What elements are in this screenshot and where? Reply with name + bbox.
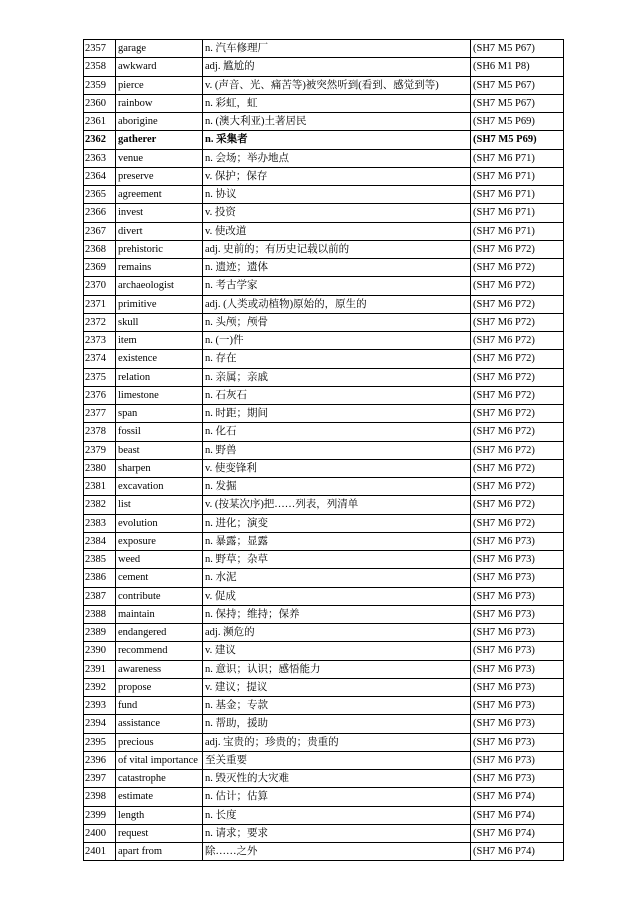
entry-number: 2385 (84, 551, 116, 569)
entry-number: 2368 (84, 240, 116, 258)
english-word: pierce (116, 76, 203, 94)
textbook-source: (SH7 M6 P73) (471, 532, 564, 550)
english-word: sharpen (116, 459, 203, 477)
english-word: venue (116, 149, 203, 167)
textbook-source: (SH7 M6 P74) (471, 824, 564, 842)
english-word: relation (116, 368, 203, 386)
english-word: skull (116, 313, 203, 331)
chinese-definition: n. 野草；杂草 (203, 551, 471, 569)
table-row (84, 240, 564, 258)
textbook-source: (SH7 M5 P67) (471, 94, 564, 112)
english-word: endangered (116, 624, 203, 642)
chinese-definition: n. 估计；估算 (203, 788, 471, 806)
textbook-source: (SH7 M6 P72) (471, 478, 564, 496)
english-word: weed (116, 551, 203, 569)
textbook-source: (SH7 M6 P73) (471, 642, 564, 660)
chinese-definition: adj. (人类或动植物)原始的，原生的 (203, 295, 471, 313)
table-row (84, 167, 564, 185)
chinese-definition: n. 石灰石 (203, 386, 471, 404)
entry-number: 2394 (84, 715, 116, 733)
table-row (84, 806, 564, 824)
table-row (84, 587, 564, 605)
textbook-source: (SH7 M6 P73) (471, 751, 564, 769)
textbook-source: (SH7 M6 P72) (471, 459, 564, 477)
chinese-definition: 除……之外 (203, 843, 471, 861)
entry-number: 2395 (84, 733, 116, 751)
textbook-source: (SH7 M6 P73) (471, 697, 564, 715)
english-word: limestone (116, 386, 203, 404)
textbook-source: (SH7 M6 P73) (471, 605, 564, 623)
english-word: beast (116, 441, 203, 459)
english-word: gatherer (116, 131, 203, 149)
entry-number: 2373 (84, 332, 116, 350)
entry-number: 2390 (84, 642, 116, 660)
textbook-source: (SH6 M1 P8) (471, 58, 564, 76)
textbook-source: (SH7 M5 P67) (471, 76, 564, 94)
table-row (84, 368, 564, 386)
textbook-source: (SH7 M6 P74) (471, 788, 564, 806)
textbook-source: (SH7 M6 P73) (471, 678, 564, 696)
table-row (84, 259, 564, 277)
entry-number: 2391 (84, 660, 116, 678)
entry-number: 2360 (84, 94, 116, 112)
chinese-definition: v. (声音、光、痛苦等)被突然听到(看到、感觉到等) (203, 76, 471, 94)
entry-number: 2362 (84, 131, 116, 149)
table-row (84, 715, 564, 733)
table-row (84, 441, 564, 459)
textbook-source: (SH7 M6 P72) (471, 259, 564, 277)
table-row (84, 40, 564, 58)
entry-number: 2359 (84, 76, 116, 94)
table-row (84, 332, 564, 350)
chinese-definition: n. 请求；要求 (203, 824, 471, 842)
table-row (84, 551, 564, 569)
vocabulary-table-body (84, 40, 564, 861)
english-word: catastrophe (116, 770, 203, 788)
english-word: evolution (116, 514, 203, 532)
entry-number: 2399 (84, 806, 116, 824)
textbook-source: (SH7 M6 P72) (471, 368, 564, 386)
table-row (84, 605, 564, 623)
table-row (84, 843, 564, 861)
table-row (84, 131, 564, 149)
chinese-definition: n. 毁灭性的大灾难 (203, 770, 471, 788)
chinese-definition: n. 存在 (203, 350, 471, 368)
chinese-definition: v. 促成 (203, 587, 471, 605)
english-word: estimate (116, 788, 203, 806)
english-word: fund (116, 697, 203, 715)
entry-number: 2367 (84, 222, 116, 240)
textbook-source: (SH7 M6 P71) (471, 204, 564, 222)
chinese-definition: adj. 尴尬的 (203, 58, 471, 76)
textbook-source: (SH7 M6 P73) (471, 660, 564, 678)
entry-number: 2365 (84, 186, 116, 204)
table-row (84, 751, 564, 769)
english-word: item (116, 332, 203, 350)
english-word: fossil (116, 423, 203, 441)
entry-number: 2378 (84, 423, 116, 441)
chinese-definition: n. 亲属；亲戚 (203, 368, 471, 386)
chinese-definition: n. 帮助，援助 (203, 715, 471, 733)
entry-number: 2371 (84, 295, 116, 313)
chinese-definition: v. 投资 (203, 204, 471, 222)
entry-number: 2379 (84, 441, 116, 459)
entry-number: 2389 (84, 624, 116, 642)
textbook-source: (SH7 M6 P72) (471, 405, 564, 423)
english-word: preserve (116, 167, 203, 185)
entry-number: 2396 (84, 751, 116, 769)
chinese-definition: n. 发掘 (203, 478, 471, 496)
table-row (84, 113, 564, 131)
textbook-source: (SH7 M6 P73) (471, 624, 564, 642)
english-word: invest (116, 204, 203, 222)
textbook-source: (SH7 M6 P72) (471, 496, 564, 514)
textbook-source: (SH7 M6 P72) (471, 441, 564, 459)
table-row (84, 295, 564, 313)
entry-number: 2401 (84, 843, 116, 861)
entry-number: 2366 (84, 204, 116, 222)
entry-number: 2382 (84, 496, 116, 514)
chinese-definition: v. (按某次序)把……列表，列清单 (203, 496, 471, 514)
textbook-source: (SH7 M6 P72) (471, 277, 564, 295)
table-row (84, 514, 564, 532)
english-word: cement (116, 569, 203, 587)
textbook-source: (SH7 M6 P72) (471, 295, 564, 313)
table-row (84, 222, 564, 240)
english-word: length (116, 806, 203, 824)
textbook-source: (SH7 M6 P74) (471, 843, 564, 861)
english-word: exposure (116, 532, 203, 550)
table-row (84, 697, 564, 715)
english-word: apart from (116, 843, 203, 861)
chinese-definition: v. 建议；提议 (203, 678, 471, 696)
english-word: divert (116, 222, 203, 240)
entry-number: 2357 (84, 40, 116, 58)
chinese-definition: n. 遗迹；遗体 (203, 259, 471, 277)
textbook-source: (SH7 M6 P71) (471, 167, 564, 185)
entry-number: 2380 (84, 459, 116, 477)
textbook-source: (SH7 M6 P73) (471, 770, 564, 788)
entry-number: 2361 (84, 113, 116, 131)
textbook-source: (SH7 M6 P74) (471, 806, 564, 824)
table-row (84, 204, 564, 222)
chinese-definition: n. 汽车修理厂 (203, 40, 471, 58)
chinese-definition: n. 彩虹，虹 (203, 94, 471, 112)
entry-number: 2376 (84, 386, 116, 404)
table-row (84, 186, 564, 204)
chinese-definition: n. 水泥 (203, 569, 471, 587)
entry-number: 2388 (84, 605, 116, 623)
textbook-source: (SH7 M6 P71) (471, 222, 564, 240)
english-word: agreement (116, 186, 203, 204)
textbook-source: (SH7 M5 P69) (471, 131, 564, 149)
textbook-source: (SH7 M6 P73) (471, 715, 564, 733)
entry-number: 2377 (84, 405, 116, 423)
table-row (84, 496, 564, 514)
textbook-source: (SH7 M6 P71) (471, 149, 564, 167)
textbook-source: (SH7 M6 P72) (471, 350, 564, 368)
entry-number: 2383 (84, 514, 116, 532)
english-word: recommend (116, 642, 203, 660)
table-row (84, 824, 564, 842)
entry-number: 2386 (84, 569, 116, 587)
english-word: maintain (116, 605, 203, 623)
table-row (84, 149, 564, 167)
chinese-definition: n. 会场；举办地点 (203, 149, 471, 167)
chinese-definition: v. 建议 (203, 642, 471, 660)
entry-number: 2363 (84, 149, 116, 167)
table-row (84, 642, 564, 660)
chinese-definition: n. 野兽 (203, 441, 471, 459)
chinese-definition: n. (一)件 (203, 332, 471, 350)
chinese-definition: n. 基金；专款 (203, 697, 471, 715)
english-word: request (116, 824, 203, 842)
chinese-definition: adj. 史前的；有历史记载以前的 (203, 240, 471, 258)
textbook-source: (SH7 M6 P72) (471, 386, 564, 404)
table-row (84, 624, 564, 642)
table-row (84, 58, 564, 76)
entry-number: 2398 (84, 788, 116, 806)
english-word: excavation (116, 478, 203, 496)
entry-number: 2370 (84, 277, 116, 295)
chinese-definition: n. (澳大利亚)土著居民 (203, 113, 471, 131)
chinese-definition: n. 协议 (203, 186, 471, 204)
table-row (84, 94, 564, 112)
vocabulary-table-container (83, 39, 564, 861)
textbook-source: (SH7 M6 P71) (471, 186, 564, 204)
textbook-source: (SH7 M6 P72) (471, 240, 564, 258)
entry-number: 2372 (84, 313, 116, 331)
english-word: garage (116, 40, 203, 58)
english-word: list (116, 496, 203, 514)
chinese-definition: n. 化石 (203, 423, 471, 441)
english-word: aborigine (116, 113, 203, 131)
table-row (84, 532, 564, 550)
chinese-definition: v. 使变锋利 (203, 459, 471, 477)
table-row (84, 770, 564, 788)
chinese-definition: 至关重要 (203, 751, 471, 769)
table-row (84, 423, 564, 441)
english-word: assistance (116, 715, 203, 733)
textbook-source: (SH7 M6 P72) (471, 514, 564, 532)
table-row (84, 478, 564, 496)
chinese-definition: n. 采集者 (203, 131, 471, 149)
textbook-source: (SH7 M6 P73) (471, 733, 564, 751)
english-word: span (116, 405, 203, 423)
table-row (84, 733, 564, 751)
table-row (84, 678, 564, 696)
entry-number: 2369 (84, 259, 116, 277)
table-row (84, 350, 564, 368)
table-row (84, 405, 564, 423)
textbook-source: (SH7 M6 P72) (471, 423, 564, 441)
chinese-definition: n. 长度 (203, 806, 471, 824)
table-row (84, 386, 564, 404)
chinese-definition: adj. 宝贵的；珍贵的；贵重的 (203, 733, 471, 751)
chinese-definition: adj. 濒危的 (203, 624, 471, 642)
table-row (84, 788, 564, 806)
chinese-definition: n. 进化；演变 (203, 514, 471, 532)
chinese-definition: n. 头颅；颅骨 (203, 313, 471, 331)
english-word: of vital importance (116, 751, 203, 769)
textbook-source: (SH7 M6 P73) (471, 569, 564, 587)
textbook-source: (SH7 M5 P67) (471, 40, 564, 58)
table-row (84, 277, 564, 295)
table-row (84, 313, 564, 331)
english-word: precious (116, 733, 203, 751)
chinese-definition: v. 使改道 (203, 222, 471, 240)
english-word: rainbow (116, 94, 203, 112)
english-word: existence (116, 350, 203, 368)
chinese-definition: n. 意识；认识；感悟能力 (203, 660, 471, 678)
textbook-source: (SH7 M6 P72) (471, 313, 564, 331)
entry-number: 2381 (84, 478, 116, 496)
english-word: contribute (116, 587, 203, 605)
table-row (84, 76, 564, 94)
english-word: awareness (116, 660, 203, 678)
chinese-definition: n. 考古学家 (203, 277, 471, 295)
english-word: remains (116, 259, 203, 277)
entry-number: 2374 (84, 350, 116, 368)
english-word: prehistoric (116, 240, 203, 258)
entry-number: 2384 (84, 532, 116, 550)
entry-number: 2393 (84, 697, 116, 715)
entry-number: 2392 (84, 678, 116, 696)
chinese-definition: n. 保持；维持；保养 (203, 605, 471, 623)
entry-number: 2397 (84, 770, 116, 788)
table-row (84, 660, 564, 678)
textbook-source: (SH7 M5 P69) (471, 113, 564, 131)
textbook-source: (SH7 M6 P72) (471, 332, 564, 350)
textbook-source: (SH7 M6 P73) (471, 551, 564, 569)
entry-number: 2364 (84, 167, 116, 185)
entry-number: 2387 (84, 587, 116, 605)
english-word: primitive (116, 295, 203, 313)
english-word: propose (116, 678, 203, 696)
entry-number: 2375 (84, 368, 116, 386)
chinese-definition: v. 保护；保存 (203, 167, 471, 185)
chinese-definition: n. 时距；期间 (203, 405, 471, 423)
table-row (84, 459, 564, 477)
table-row (84, 569, 564, 587)
english-word: archaeologist (116, 277, 203, 295)
english-word: awkward (116, 58, 203, 76)
textbook-source: (SH7 M6 P73) (471, 587, 564, 605)
chinese-definition: n. 暴露；显露 (203, 532, 471, 550)
vocabulary-table (83, 39, 564, 861)
entry-number: 2400 (84, 824, 116, 842)
entry-number: 2358 (84, 58, 116, 76)
